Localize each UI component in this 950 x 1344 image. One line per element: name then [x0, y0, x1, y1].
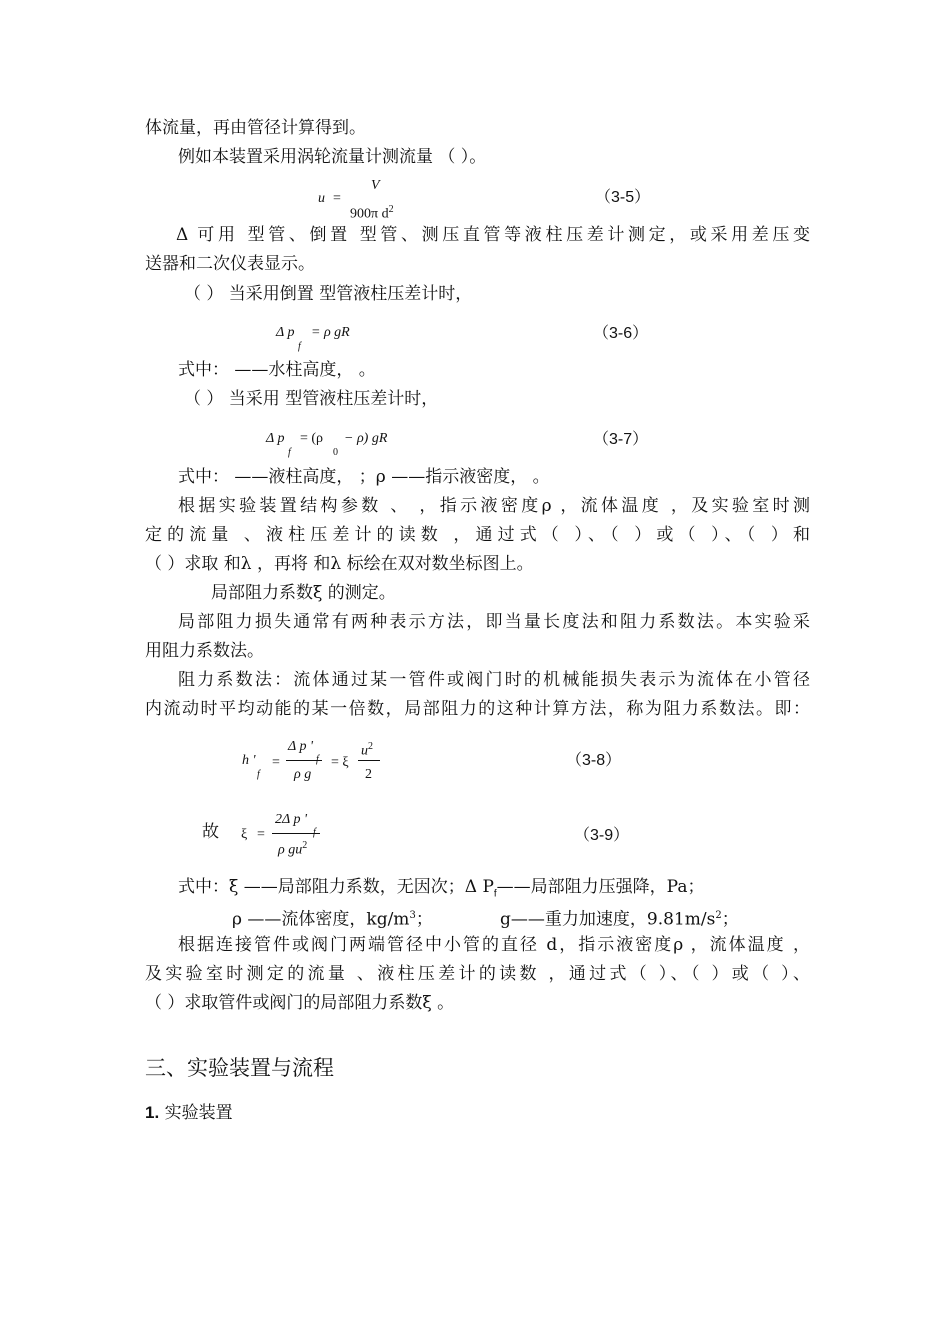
eq-text: = ρ gR [311, 325, 350, 340]
paragraph-line: （ ） 当采用 型管液柱压差计时， [184, 389, 439, 409]
eq-equals: = [333, 191, 341, 206]
paragraph-line: （ ）求取管件或阀门的局部阻力系数ξ 。 [145, 993, 455, 1013]
section-heading: 三、实验装置与流程 [145, 1056, 334, 1080]
text-span: g——重力加速度，9.81m/s [500, 909, 716, 930]
paragraph-line: 根据实验装置结构参数 、 ，指示液密度ρ ，流体温度 ，及实验室时测 [178, 496, 810, 516]
paragraph-line: （ ） 当采用倒置 型管液柱压差计时， [184, 284, 473, 304]
equation-number: （3-7） [593, 431, 649, 448]
eq-text: = (ρ [300, 431, 324, 446]
fraction-bar [286, 760, 322, 761]
subsection-heading [145, 1098, 233, 1123]
paragraph-line: 定的流量 、液柱压差计的读数 ，通过式（ ）、（ ）或（ ）、（ ）和 [145, 525, 810, 545]
eq-subscript: f [298, 341, 301, 352]
paragraph-line [232, 906, 792, 930]
paragraph-line: 阻力系数法：流体通过某一管件或阀门时的机械能损失表示为流体在小管径 [178, 670, 810, 690]
fraction-bar [358, 760, 380, 761]
eq-subscript: f [288, 447, 291, 458]
eq-text: Δ p [276, 325, 295, 340]
paragraph-line: 及实验室时测定的流量 、液柱压差计的读数 ，通过式（ ）、（ ）或（ ）、 [145, 964, 810, 984]
fraction-bar [272, 833, 320, 834]
subsection-number: 1. [145, 1103, 160, 1122]
paragraph-line: 送器和二次仪表显示。 [145, 254, 315, 274]
eq-superscript: 2 [388, 204, 394, 215]
text-superscript: 3 [409, 910, 416, 921]
eq-subscript: f [316, 754, 319, 765]
text-superscript: 2 [715, 910, 722, 921]
eq-prefix: 故 [202, 822, 219, 842]
text-group [500, 906, 739, 930]
eq-equals: = [257, 827, 265, 842]
paragraph-line: 体流量，再由管径计算得到。 [145, 118, 366, 138]
eq-text: Δ p [266, 431, 285, 446]
eq-lhs: u [318, 191, 325, 206]
eq-subscript: f [313, 827, 316, 838]
paragraph-line: 例如本装置采用涡轮流量计测流量 （ ）。 [178, 147, 487, 167]
text-span: ； [415, 909, 433, 930]
eq-denominator: ρ gu [278, 842, 303, 858]
equation-number: （3-8） [566, 752, 622, 769]
eq-text: − ρ) gR [344, 431, 388, 446]
paragraph-line: Δ 可用 型管、倒置 型管、测压直管等液柱压差计测定，或采用差压变 [176, 225, 810, 245]
eq-numerator: u [361, 743, 368, 759]
eq-denominator: 2 [365, 767, 372, 782]
eq-text: = ξ [331, 755, 349, 770]
eq-lhs: ξ [241, 827, 248, 842]
text-span: 式中：ξ ——局部阻力系数，无因次；Δ P [178, 877, 494, 897]
paragraph-line: 内流动时平均动能的某一倍数，局部阻力的这种计算方法，称为阻力系数法。即： [145, 699, 810, 719]
text-subscript: f [493, 888, 497, 900]
equation-number: （3-6） [593, 325, 649, 342]
eq-denominator: 900π d [350, 206, 389, 222]
equation-number: （3-9） [574, 827, 630, 844]
subsection-title: 实验装置 [164, 1103, 233, 1123]
eq-numerator: V [371, 178, 380, 193]
eq-superscript: 2 [368, 741, 373, 752]
equation-number: （3-5） [595, 189, 651, 206]
paragraph-line: （ ）求取 和λ ，再将 和λ 标绘在双对数坐标图上。 [145, 554, 534, 574]
paragraph-line [178, 877, 843, 904]
text-span: ρ ——流体密度，kg/m [232, 909, 410, 930]
paragraph-line: 局部阻力损失通常有两种表示方法，即当量长度法和阻力系数法。本实验采 [178, 612, 810, 632]
eq-denominator: ρ g [294, 767, 312, 782]
eq-subscript: f [257, 769, 260, 780]
paragraph-line: 局部阻力系数ξ 的测定。 [211, 583, 396, 603]
text-span: ——局部阻力压强降，Pa； [496, 877, 705, 897]
eq-lhs: h ' [242, 753, 256, 768]
paragraph-line: 根据连接管件或阀门两端管径中小管的直径 d，指示液密度ρ ，流体温度 ， [178, 935, 810, 955]
text-span: ； [721, 909, 739, 930]
paragraph-line: 式中： ——水柱高度， 。 [178, 360, 376, 380]
paragraph-line: 用阻力系数法。 [145, 641, 264, 661]
eq-numerator: 2Δ p ' [275, 812, 307, 827]
paragraph-line: 式中： ——液柱高度， ；ρ ——指示液密度， 。 [178, 467, 550, 487]
eq-equals: = [272, 755, 280, 770]
eq-subscript: 0 [333, 447, 338, 458]
eq-superscript: 2 [302, 840, 308, 851]
eq-numerator: Δ p ' [288, 739, 313, 754]
